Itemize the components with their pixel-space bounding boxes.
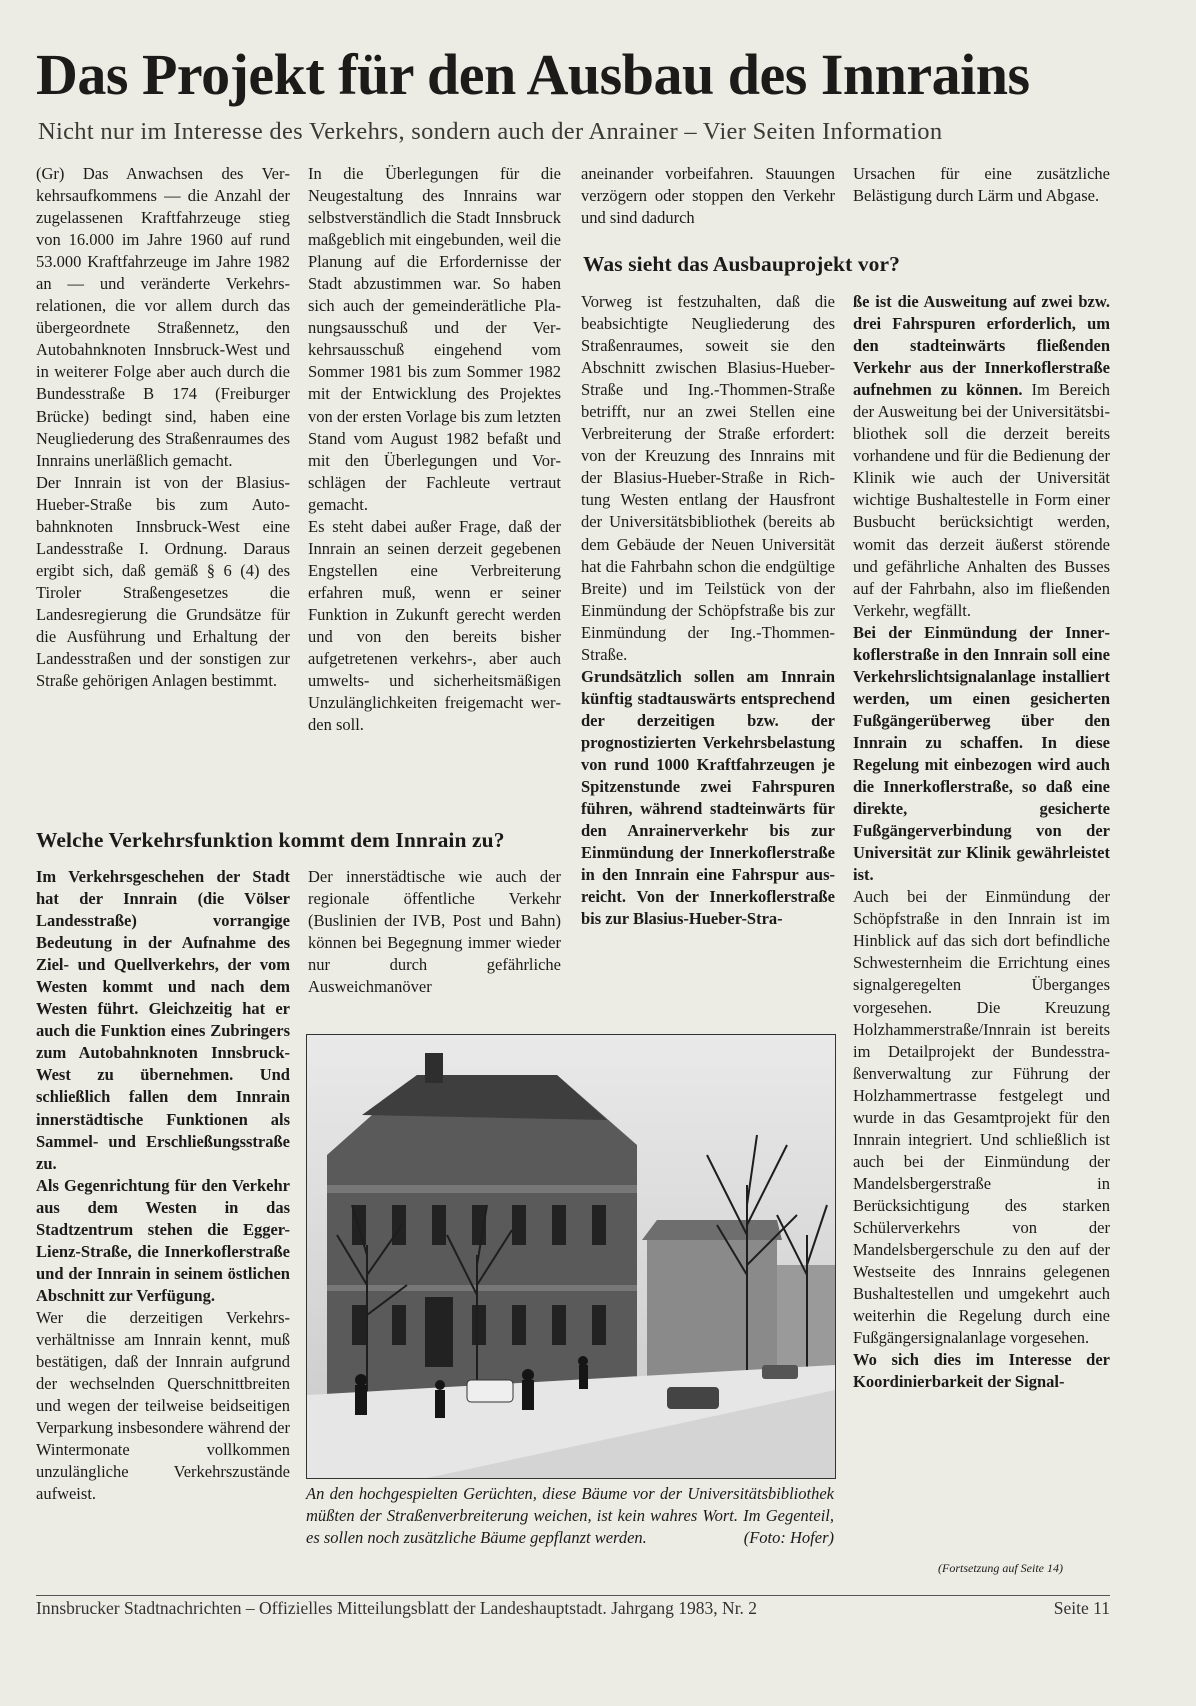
column-4 [853, 163, 1110, 207]
photo-university-library [306, 1034, 836, 1479]
page-number: Seite 11 [1053, 1598, 1110, 1618]
column-4-lower [853, 291, 1110, 1393]
paragraph-bold: Bei der Einmündung der Innerkoflerstraße in den Innrain soll eine Verkehrslichtsignalanlage installiert werden, um einen gesicherten Fußgängerüberweg über den Innrain zu schaffen. In diese Regelung mit einbezogen wird auch die Innerkoflerstraße, so daß eine direkte, gesicherte Fußgängerverbindung von der Universität zur Klinik gewährleistet ist. [853, 622, 1110, 885]
column-2-lower [308, 866, 561, 998]
paragraph: Es steht dabei außer Frage, daß der Innrain an seinen derzeit gegebenen Engstellen eine Verbreiterung erfahren muß, wenn er seiner Funktion in Zukunft gerecht werden und von den bereits bisher aufgetretenen verkehrs-, aber auch umwelts- und sicherheitsmäßigen Unzulänglichkeiten freigemacht werden soll. [308, 516, 561, 735]
paragraph-bold: Grundsätzlich sollen am Innrain künftig stadtauswärts entsprechend der derzeitigen bzw. der prognostizierten Verkehrsbelastung von rund 1000 Kraftfahrzeugen je Spitzenstunde zwei Fahrspuren führen, während stadteinwärts für den Anrainerverkehr bis zur Einmündung der Innerkoflerstraße in den Innrain eine Fahrspur ausreicht. Von der Innerkoflerstraße bis zur Blasius-Hueber-Stra- [581, 666, 835, 929]
paragraph-bold: Wo sich dies im Interesse der Koordinierbarkeit der Signal- [853, 1350, 1110, 1392]
column-3 [581, 163, 835, 229]
paragraph: (Gr) Das Anwachsen des Verkehrsaufkommens — die Anzahl der zugelassenen Kraftfahrzeuge stieg von 16.000 im Jahre 1960 auf rund 53.000 Kraftfahrzeuge im Jahre 1982 an — und veränderte Verkehrsrelationen, die vor allem durch das übergeordnete Straßennetz, den Autobahnknoten Innsbruck-West und in weiterer Folge aber auch durch die Bundesstraße B 174 (Freiburger Brücke) bedingt sind, haben eine Neugliederung des Straßenraumes des Innrains unerläßlich gemacht. [36, 164, 290, 470]
paragraph: Wer die derzeitigen Verkehrsverhältnisse am Innrain kennt, muß bestätigen, daß der Innrain aufgrund der wechselnden Querschnittbreiten und wegen der teilweise beidseitigen Verparkung insbesondere während der Wintermonate vollkommen unzulängliche Verkehrszustände aufweist. [36, 1307, 290, 1504]
column-1 [36, 163, 290, 692]
section-heading-ausbauprojekt: Was sieht das Ausbauprojekt vor? [583, 252, 901, 276]
headline: Das Projekt für den Ausbau des Innrains [36, 42, 1030, 107]
paragraph-bold: Im Verkehrsgeschehen der Stadt hat der Innrain (die Völser Landesstraße) vorrangige Bedeutung in der Aufnahme des Ziel- und Quellverkehrs, der vom Westen kommt und nach dem Westen führt. Gleichzeitig hat er auch die Funktion eines Zubringers zum Autobahnknoten Innsbruck-West zu übernehmen. Und schließlich fallen dem Innrain innerstädtische Funktionen als Sammel- und Erschließungsstraße zu. [36, 867, 290, 1173]
paragraph: Auch bei der Einmündung der Schöpfstraße in den Innrain ist im Hinblick auf das sich dort befindliche Schwesternheim die Errichtung eines signalgeregelten Überganges vorgesehen. Die Kreuzung Holzhammerstraße/Innrain ist bereits im Detailprojekt der Bundesstraßenverwaltung zur Führung der Holzhammertrasse festgelegt und wurde in das Gesamtprojekt für den Innrain integriert. Und schließlich ist auch bei der Einmündung der Mandelsbergerstraße in Berücksichtigung des starken Schülerverkehrs von der Mandelsbergerschule zu den auf der Westseite des Innrains gelegenen Bushaltestellen und umgekehrt auch weiterhin die Regelung durch eine Fußgängersignalanlage vorgesehen. [853, 887, 1110, 1348]
footer-publication: Innsbrucker Stadtnachrichten – Offizielles Mitteilungsblatt der Landeshauptstadt. Jahrgang 1983, Nr. 2 [36, 1598, 758, 1618]
photo-credit: (Foto: Hofer) [743, 1528, 834, 1547]
paragraph: Der Innrain ist von der Blasius-Hueber-Straße bis zum Autobahnknoten Innsbruck-West eine Landesstraße I. Ordnung. Daraus ergibt sich, daß gemäß § 6 (4) des Tiroler Straßengesetzes die Landesregierung die Grundsätze für die Ausführung und Erhaltung der Landesstraßen und der sonstigen zur Straße gehörigen Anlagen bestimmt. [36, 472, 290, 691]
paragraph: Ursachen für eine zusätzliche Belästigung durch Lärm und Abgase. [853, 164, 1110, 206]
column-3-lower [581, 291, 835, 930]
paragraph: aneinander vorbeifahren. Stauungen verzögern oder stoppen den Verkehr und sind dadurch [581, 164, 835, 228]
text: Im Bereich der Ausweitung bei der Universitätsbibliothek soll die derzeit bereits vorhandene und für die Bedienung der Klinik wie auch der Universität wichtige Bushaltestelle in Form einer Busbucht berücksichtigt werden, womit das derzeit äußerst störende und gefährliche Anhalten des Busses auf der Fahrbahn, also im fließenden Verkehr, wegfällt. [853, 380, 1111, 620]
photo-illustration [307, 1035, 835, 1478]
continuation-note: (Fortsetzung auf Seite 14) [938, 1561, 1063, 1575]
paragraph-bold: Als Gegenrichtung für den Verkehr aus dem Westen in das Stadtzentrum stehen die Egger-Lienz-Straße, die Innerkoflerstraße und der Innrain in seinem östlichen Abschnitt zur Verfügung. [36, 1175, 290, 1305]
column-2 [308, 163, 561, 736]
subheadline: Nicht nur im Interesse des Verkehrs, sondern auch der Anrainer – Vier Seiten Information [38, 118, 943, 145]
paragraph: Der innerstädtische wie auch der regionale öffentliche Verkehr (Buslinien der IVB, Post und Bahn) können bei Begegnung immer wieder nur durch gefährliche Ausweichmanöver [308, 867, 561, 997]
column-1-lower [36, 866, 290, 1505]
footer-divider [36, 1595, 1110, 1596]
photo-caption [306, 1483, 834, 1549]
chimney [425, 1053, 443, 1083]
paragraph: In die Überlegungen für die Neugestaltung des Innrains war selbstverständlich die Stadt Innsbruck maßgeblich mit eingebunden, weil die Planung auf die Erfordernisse der Stadt abzustimmen war. So haben sich auch der gemeinderätliche Planungsausschuß und der Verkehrsausschuß eingehend vom Sommer 1981 bis zum Sommer 1982 mit der Entwicklung des Projektes von der ersten Vorlage bis zum letzten Stand vom August 1982 befaßt und mit den Überlegungen und Vorschlägen der Fachleute vertraut gemacht. [308, 164, 561, 514]
caption-text: An den hochgespielten Gerüchten, diese Bäume vor der Universitätsbibliothek müßten der Straßenverbreiterung weichen, ist kein wahres Wort. Im Gegenteil, es sollen noch zusätzliche Bäume gepflanzt werden. [306, 1484, 834, 1547]
section-heading-verkehrsfunktion: Welche Verkehrsfunktion kommt dem Innrain zu? [36, 828, 505, 852]
distant-building [647, 1235, 777, 1385]
text-bold: ße ist die Ausweitung auf zwei bzw. drei Fahrspuren erforderlich, um den stadteinwärts fließenden Verkehr aus der Innerkoflerstraße aufnehmen zu können. [853, 292, 1110, 400]
paragraph: Vorweg ist festzuhalten, daß die beabsichtigte Neugliederung des Straßenraumes, soweit sie den Abschnitt zwischen Blasius-Hueber-Straße und Ing.-Thommen-Straße betrifft, nur an zwei Stellen eine Verbreiterung der Straße erfordert: von der Kreuzung des Innrains mit der Blasius-Hueber-Straße in Richtung Westen entlang der Hausfront der Universitätsbibliothek (bereits ab dem Gebäude der Neuen Universität hat die Fahrbahn schon die endgültige Breite) und im Teilstück von der Einmündung der Schöpfstraße bis zur Einmündung der Ing.-Thommen-Straße. [581, 292, 835, 664]
